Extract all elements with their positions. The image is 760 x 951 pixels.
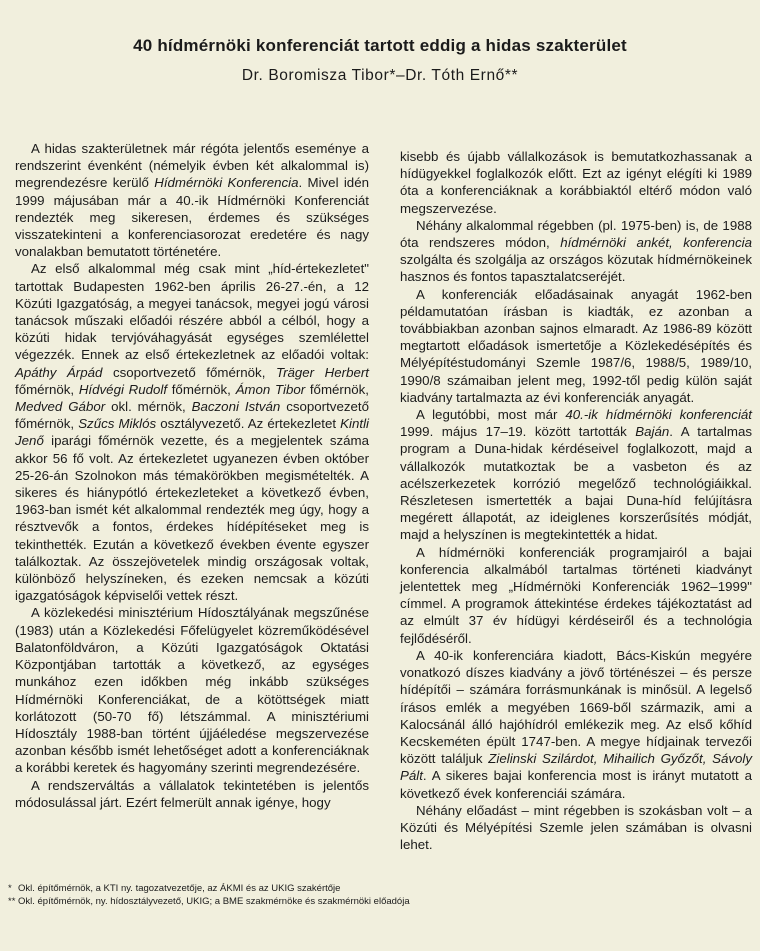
italic-name: Zielinski Szilárdot, Mihailich Győzőt, Sávoly Pált bbox=[400, 751, 752, 784]
paragraph: Néhány előadást – mint régebben is szokásban volt – a Közúti és Mélyépítési Szemle jelen számában is olvasni lehet. bbox=[400, 802, 752, 853]
paragraph: A konferenciák előadásainak anyagát 1962-ben példamutatóan írásban is kiadták, ez azonban a továbbiakban azonban sajnos elmaradt. Az 1986-89 között megtartott előadások ismertetője a Közlekedésépítés és Mélyépítéstudományi Szemle 1987/6, 1988/5, 1989/10, 1990/8 számaiban jelent meg, 1992-től pedig külön saját kiadvány tartalmazta az évi konferenciák anyagát. bbox=[400, 286, 752, 405]
italic-name: Medved Gábor bbox=[15, 399, 106, 415]
paragraph: A rendszerváltás a vállalatok tekintetében is jelentős módosulással járt. Ezért felmerült annak igénye, hogy bbox=[15, 777, 369, 810]
footnote-1 bbox=[8, 882, 748, 895]
italic-name: Träger Herbert bbox=[275, 364, 369, 380]
italic-name: hídmérnöki ankét, konferencia bbox=[560, 235, 752, 251]
footnote-mark: * bbox=[8, 883, 12, 894]
footnote-text: Okl. építőmérnök, a KTI ny. tagozatvezetője, az ÁKMI és az UKIG szakértője bbox=[18, 883, 341, 894]
italic-name: Ámon Tibor bbox=[235, 381, 306, 397]
article-title: 40 hídmérnöki konferenciát tartott eddig a hidas szakterület bbox=[133, 36, 627, 55]
italic-name: Baczoni István bbox=[191, 399, 281, 415]
article-authors: Dr. Boromisza Tibor*–Dr. Tóth Ernő** bbox=[241, 67, 519, 84]
footnote-mark: ** bbox=[8, 896, 16, 907]
italic-name: Baján bbox=[635, 424, 670, 440]
footnotes bbox=[8, 882, 748, 908]
italic-name: Szűcs Miklós bbox=[78, 416, 157, 432]
footnote-text: Okl. építőmérnök, ny. hídosztályvezető, UKIG; a BME szakmérnöke és szakmérnöki előadója bbox=[18, 896, 410, 907]
italic-name: Hídmérnöki Konferencia bbox=[154, 175, 299, 191]
italic-name: Apáthy Árpád bbox=[15, 364, 103, 380]
paragraph: A közlekedési minisztérium Hídosztályának megszűnése (1983) után a Közlekedési Főfelügyelet közreműködésével Balatonföldváron, a Közúti Igazgatóságok Oktatási Központjában tartották a következő, az egységes munkához ezen időkben még inkább szükséges Hídmérnöki Konferenciákat, de a kötöttségek miatt korlátozott (50-70 fő) létszámmal. A minisztériumi Hídosztály 1988-ban történt újjáéledése megszervezése azonban később ismét lehetőséget adott a konferenciáknak a korábbi keretek és hagyomány szerinti megrendezésére. bbox=[15, 605, 369, 776]
paragraph: kisebb és újabb vállalkozások is bemutatkozhassanak a hídügyekkel foglalkozók előtt. Ezt az igényt elégíti ki 1989 óta a konferenciáknak a korábbiaktól eltérő módon való megszervezése. bbox=[400, 149, 752, 216]
paragraph: A hídmérnöki konferenciák programjairól a bajai konferencia alkalmából tartalmas történeti kiadványt jelentettek meg „Hídmérnöki Konferenciák 1962–1999" címmel. A programok áttekintése érdekes tájékoztatást ad az elmúlt 37 év hídügyi kérdéseiről és a technológia fejlődéséről. bbox=[400, 544, 752, 646]
footnote-2 bbox=[8, 895, 748, 908]
paragraph: A hidas szakterületnek már régóta jelentős eseménye a rendszerint évenként (némelyik évben két alkalommal is) megrendezésre kerülő Hídmérnöki Konferencia. Mivel idén 1999 májusában már a 40.-ik Hídmérnöki Konferenciát rendezték meg sikeresen, érdemes és szükséges visszatekinteni a konferenciasorozat eredetére és nagy vonalakban bemutatott történetére. bbox=[15, 141, 369, 260]
italic-name: Kintli Jenő bbox=[15, 416, 369, 449]
left-column bbox=[15, 140, 369, 811]
paragraph: A legutóbbi, most már 40.-ik hídmérnöki konferenciát 1999. május 17–19. között tartották Baján. A tartalmas program a Duna-hidak kérdéseivel foglalkozott, majd a vállalkozók mutatkoztak be a vasbeton és az acélszerkezetek korrózió megelőző technológiáikkal. Részletesen ismertették a bajai Duna-híd felújításra megérett állapotát, az ideiglenes korszerűsítés módját, majd a helyszínen is megtekintették a hidat. bbox=[400, 407, 753, 543]
paragraph: Az első alkalommal még csak mint „híd-értekezletet" tartottak Budapesten 1962-ben április 26-27.-én, a 12 Közúti Igazgatóság, a megyei tanácsok, megyei jogú városi tanácsok műszaki előadói részére abból a célból, hogy a közúti hidak tervjóváhagyását egységes szemlélettel végezzék. Ennek az első értekezletnek az előadói voltak: Apáthy Árpád csoportvezető főmérnök, Träger Herbert főmérnök, Hídvégi Rudolf főmérnök, Ámon Tibor főmérnök, Medved Gábor okl. mérnök, Baczoni István csoportvezető főmérnök, Szűcs Miklós osztályvezető. Az értekezletet Kintli Jenő iparági főmérnök vezette, és a megjelentek száma akkor 56 fő volt. Az értekezletet ugyanezen évben október 25-26-án Szolnokon más témakörökben megismételték. A sikeres és hiánypótló értekezleteket a következő évben, 1963-ban ismét két alkalommal rendezték meg úgy, hogy a résztvevők a fontos, érdekes hídépítéseket meg is tekinthették. Ezután a következő években évente egyszer találkoztak. Az összejövetelek mindig országosak voltak, különböző helyszíneken, és ezeken nemcsak a közúti igazgatóságok képviselői vettek részt. bbox=[15, 261, 369, 604]
paragraph: A 40-ik konferenciára kiadott, Bács-Kiskún megyére vonatkozó díszes kiadvány a jövő történészei – és persze hídépítői – számára forrásmunkának is minősül. A legelső írásos emlék a megyében 1669-ből származik, ami a Kalocsánál álló hajóhídról emlékezik meg. Az első kőhíd Kecskeméten épült 1747-ben. A megye hídjainak tervezői között találjuk Zielinski Szilárdot, Mihailich Győzőt, Sávoly Pált. A sikeres bajai konferencia most is irányt mutatott a következő évek konferenciái számára. bbox=[400, 647, 752, 801]
italic-name: Hídvégi Rudolf bbox=[78, 381, 168, 397]
italic-name: 40.-ik hídmérnöki konferenciát bbox=[565, 407, 753, 423]
right-column bbox=[400, 148, 752, 853]
paragraph: Néhány alkalommal régebben (pl. 1975-ben) is, de 1988 óta rendszeres módon, hídmérnöki ankét, konferencia szolgálta és szolgálja az országos közutak hídmérnökeinek hasznos és fontos tapasztalatcseréjét. bbox=[400, 217, 752, 285]
